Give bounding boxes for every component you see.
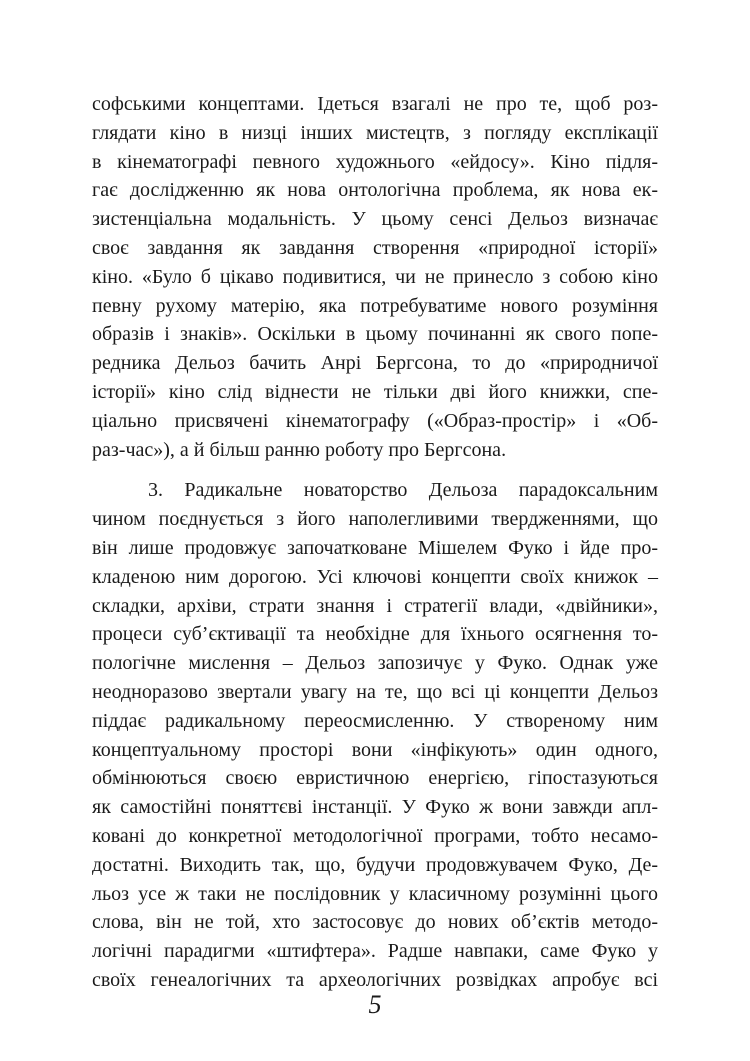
text-line: концептуальному просторі вони «інфікують» один одного,: [92, 738, 658, 761]
text-line: піддає радикальному переосмисленню. У створеному ним: [92, 709, 658, 732]
text-line: в кінематографі певного художнього «ейдосу». Кіно підля-: [92, 150, 658, 173]
text-line: історії» кіно слід віднести не тільки дві його книжки, спе-: [92, 380, 658, 403]
text-line: процеси суб’єктивації та необхідне для їхнього осягнення то-: [92, 623, 658, 646]
text-line: ковані до конкретної методологічної програми, тобто несамо-: [92, 824, 658, 847]
text-line: своїх генеалогічних та археологічних розвідках апробує всі: [92, 968, 658, 991]
page-number: 5: [368, 990, 382, 1019]
text-line: 3. Радикальне новаторство Дельоза парадоксальним: [148, 479, 658, 502]
text-line: як самостійні поняттєві інстанції. У Фуко ж вони завжди апл-: [92, 796, 658, 819]
paragraph-spacer: [92, 464, 658, 476]
text-line: кладеною ним дорогою. Усі ключові концепти своїх книжок –: [92, 565, 658, 588]
paragraph-1: [92, 90, 658, 464]
text-line: обмінюються своєю евристичною енергією, гіпостазуються: [92, 767, 658, 790]
text-line: софськими концептами. Ідеться взагалі не про те, щоб роз-: [92, 93, 658, 115]
text-line: логічні парадигми «штифтера». Радше навпаки, саме Фуко у: [92, 940, 658, 963]
paragraph-2: [92, 476, 658, 994]
text-line: ціально присвячені кінематографу («Образ-простір» і «Об-: [92, 409, 658, 432]
text-line: образів і знаків». Оскільки в цьому починанні як свого попе-: [92, 323, 658, 346]
text-line: неодноразово звертали увагу на те, що всі ці концепти Дельоз: [92, 680, 658, 703]
text-line: зистенціальна модальність. У цьому сенсі Дельоз визначає: [92, 208, 658, 231]
text-line: чином поєднується з його наполегливими твердженнями, що: [92, 508, 658, 531]
text-line: своє завдання як завдання створення «природної історії»: [92, 236, 658, 259]
text-line: гає дослідженню як нова онтологічна проблема, як нова ек-: [92, 179, 658, 202]
text-line: слова, він не той, хто застосовує до нових об’єктів методо-: [92, 911, 658, 934]
text-line: пологічне мислення – Дельоз запозичує у Фуко. Однак уже: [92, 652, 658, 675]
text-line: кіно. «Було б цікаво подивитися, чи не принесло з собою кіно: [92, 265, 658, 288]
text-line: певну рухому матерію, яка потребуватиме нового розуміння: [92, 294, 658, 317]
text-line: глядати кіно в низці інших мистецтв, з погляду експлікації: [92, 121, 658, 144]
text-line: складки, архіви, страти знання і стратегії влади, «двійники»,: [92, 594, 658, 617]
document-page: [92, 90, 658, 995]
text-line: він лише продовжує започатковане Мішелем Фуко і йде про-: [92, 536, 658, 559]
text-line: раз-час»), а й більш ранню роботу про Бергсона.: [92, 438, 507, 461]
text-line: льоз усе ж таки не послідовник у класичному розумінні цього: [92, 882, 658, 905]
text-line: достатні. Виходить так, що, будучи продовжувачем Фуко, Де-: [92, 853, 658, 876]
text-line: редника Дельоз бачить Анрі Бергсона, то до «природничої: [92, 352, 658, 375]
